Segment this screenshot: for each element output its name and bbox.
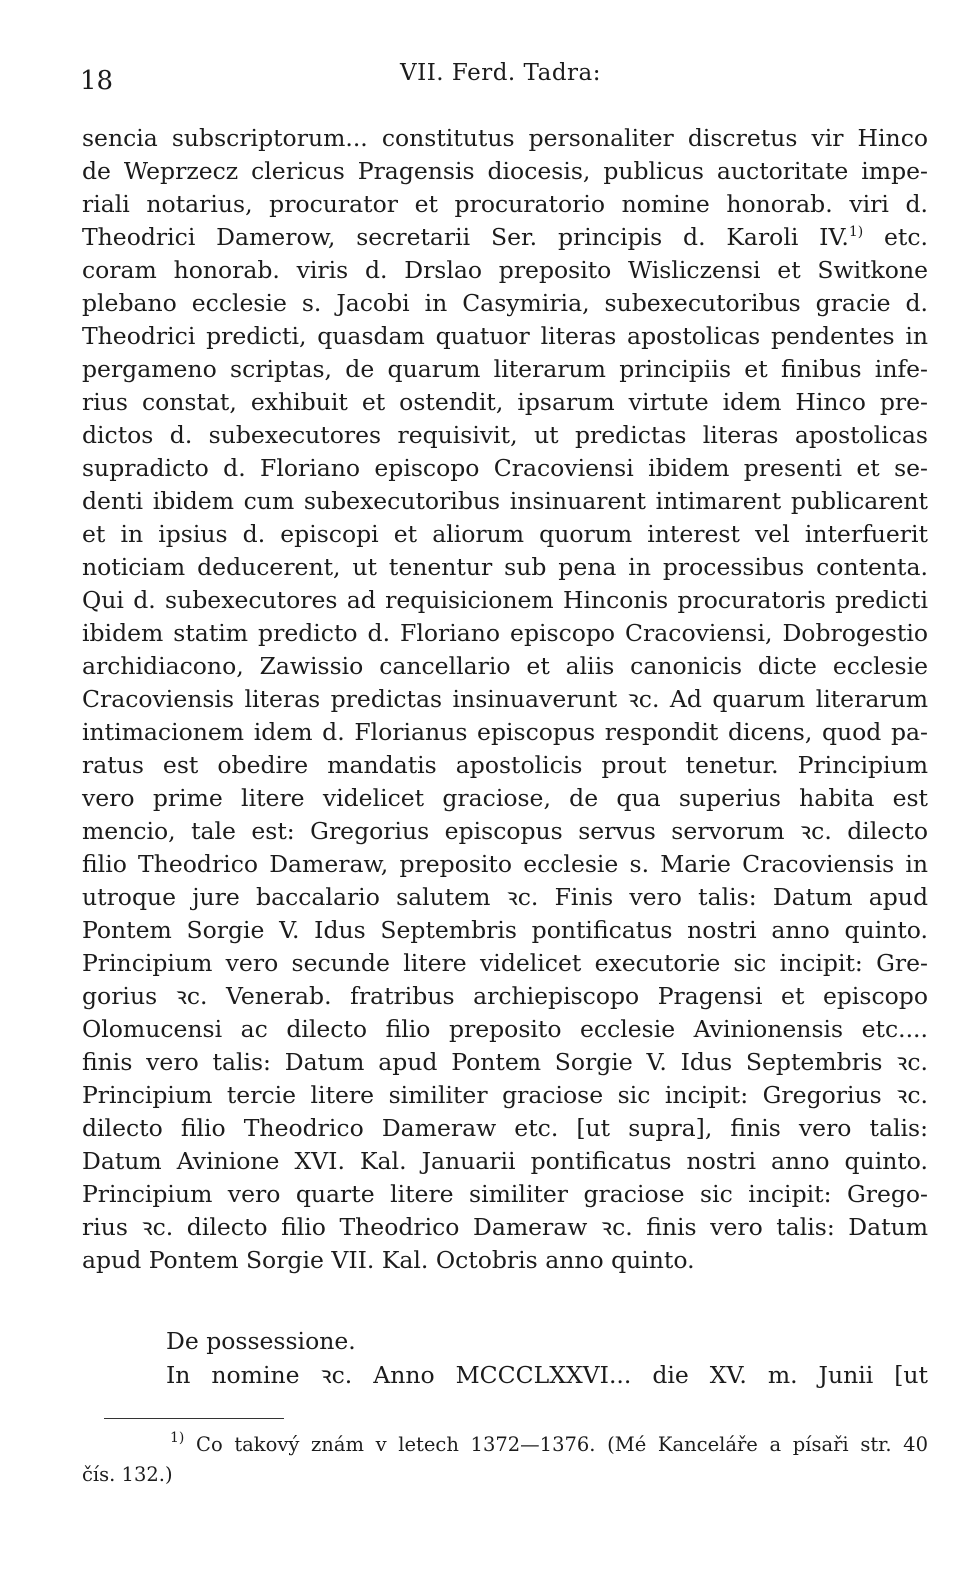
body-line: mencio, tale est: Gregorius episcopus servus servorum ꝛc. dilecto [82,817,928,845]
body-line: dictos d. subexecutores requisivit, ut predictas literas apostolicas [82,421,928,449]
body-line: vero prime litere videlicet graciose, de qua superius habita est [82,784,928,812]
body-line: sencia subscriptorum... constitutus personaliter discretus vir Hinco [82,124,928,152]
body-line: pergameno scriptas, de quarum literarum principiis et finibus infe- [82,355,928,383]
body-line: Pontem Sorgie V. Idus Septembris pontificatus nostri anno quinto. [82,916,928,944]
footnote-line [82,1430,928,1460]
body-line: filio Theodrico Dameraw, preposito ecclesie s. Marie Cracoviensis in [82,850,928,878]
main-text-body [82,122,928,1277]
body-line: coram honorab. viris d. Drslao preposito Wisliczensi et Switkone [82,256,928,284]
body-line: Theodrici predicti, quasdam quatuor literas apostolicas pendentes in [82,322,928,350]
body-line: Cracoviensis literas predictas insinuaverunt ꝛc. Ad quarum literarum [82,685,928,713]
page-number: 18 [80,66,114,96]
section-text-line: In nomine ꝛc. Anno MCCCLXXVI... die XV. m. Junii [ut [166,1361,928,1389]
body-line: utroque jure baccalario salutem ꝛc. Finis vero talis: Datum apud [82,883,928,911]
body-line: supradicto d. Floriano episcopo Cracoviensi ibidem presenti et se- [82,454,928,482]
body-line: noticiam deducerent, ut tenentur sub pena in processibus contenta. [82,553,928,581]
body-line: Datum Avinione XVI. Kal. Januarii pontificatus nostri anno quinto. [82,1147,928,1175]
footnote [82,1430,928,1490]
footnote-reference: 1) [848,224,864,240]
body-line: dilecto filio Theodrico Dameraw etc. [ut supra], finis vero talis: [82,1114,928,1142]
body-line: et in ipsius d. episcopi et aliorum quorum interest vel interfuerit [82,520,928,548]
body-line: Principium vero secunde litere videlicet executorie sic incipit: Gre- [82,949,928,977]
body-line-text: Theodrici Damerow, secretarii Ser. principis d. Karoli IV. [82,223,849,251]
body-line: Qui d. subexecutores ad requisicionem Hinconis procuratoris predicti [82,586,928,614]
body-line: ratus est obedire mandatis apostolicis prout tenetur. Principium [82,751,928,779]
body-line-tail: etc. [884,223,928,251]
body-line: riali notarius, procurator et procuratorio nomine honorab. viri d. [82,190,928,218]
body-line: ibidem statim predicto d. Floriano episcopo Cracoviensi, Dobrogestio [82,619,928,647]
footnote-separator [104,1418,284,1419]
body-line: apud Pontem Sorgie VII. Kal. Octobris anno quinto. [82,1246,695,1274]
footnote-text: Co takový znám v letech 1372—1376. (Mé Kanceláře a písaři str. 40 [196,1433,928,1456]
body-line: Principium tercie litere similiter graciose sic incipit: Gregorius ꝛc. [82,1081,928,1109]
body-line: plebano ecclesie s. Jacobi in Casymiria, subexecutoribus gracie d. [82,289,928,317]
body-line: Principium vero quarte litere similiter graciose sic incipit: Grego- [82,1180,928,1208]
body-line: rius constat, exhibuit et ostendit, ipsarum virtute idem Hinco pre- [82,388,928,416]
footnote-marker: 1) [170,1430,185,1446]
body-line: de Weprzecz clericus Pragensis diocesis, publicus auctoritate impe- [82,157,928,185]
body-line: archidiacono, Zawissio cancellario et aliis canonicis dicte ecclesie [82,652,928,680]
body-line: finis vero talis: Datum apud Pontem Sorgie V. Idus Septembris ꝛc. [82,1048,928,1076]
body-line: Olomucensi ac dilecto filio preposito ecclesie Avinionensis etc.... [82,1015,928,1043]
body-line: rius ꝛc. dilecto filio Theodrico Dameraw ꝛc. finis vero talis: Datum [82,1213,928,1241]
running-head: VII. Ferd. Tadra: [400,60,602,86]
body-line: gorius ꝛc. Venerab. fratribus archiepiscopo Pragensi et episcopo [82,982,928,1010]
body-line-with-footnote-ref [82,221,928,254]
body-line: denti ibidem cum subexecutoribus insinuarent intimarent publicarent [82,487,928,515]
section-heading: De possessione. [166,1327,356,1355]
body-line: intimacionem idem d. Florianus episcopus respondit dicens, quod pa- [82,718,928,746]
footnote-line: čís. 132.) [82,1463,173,1486]
